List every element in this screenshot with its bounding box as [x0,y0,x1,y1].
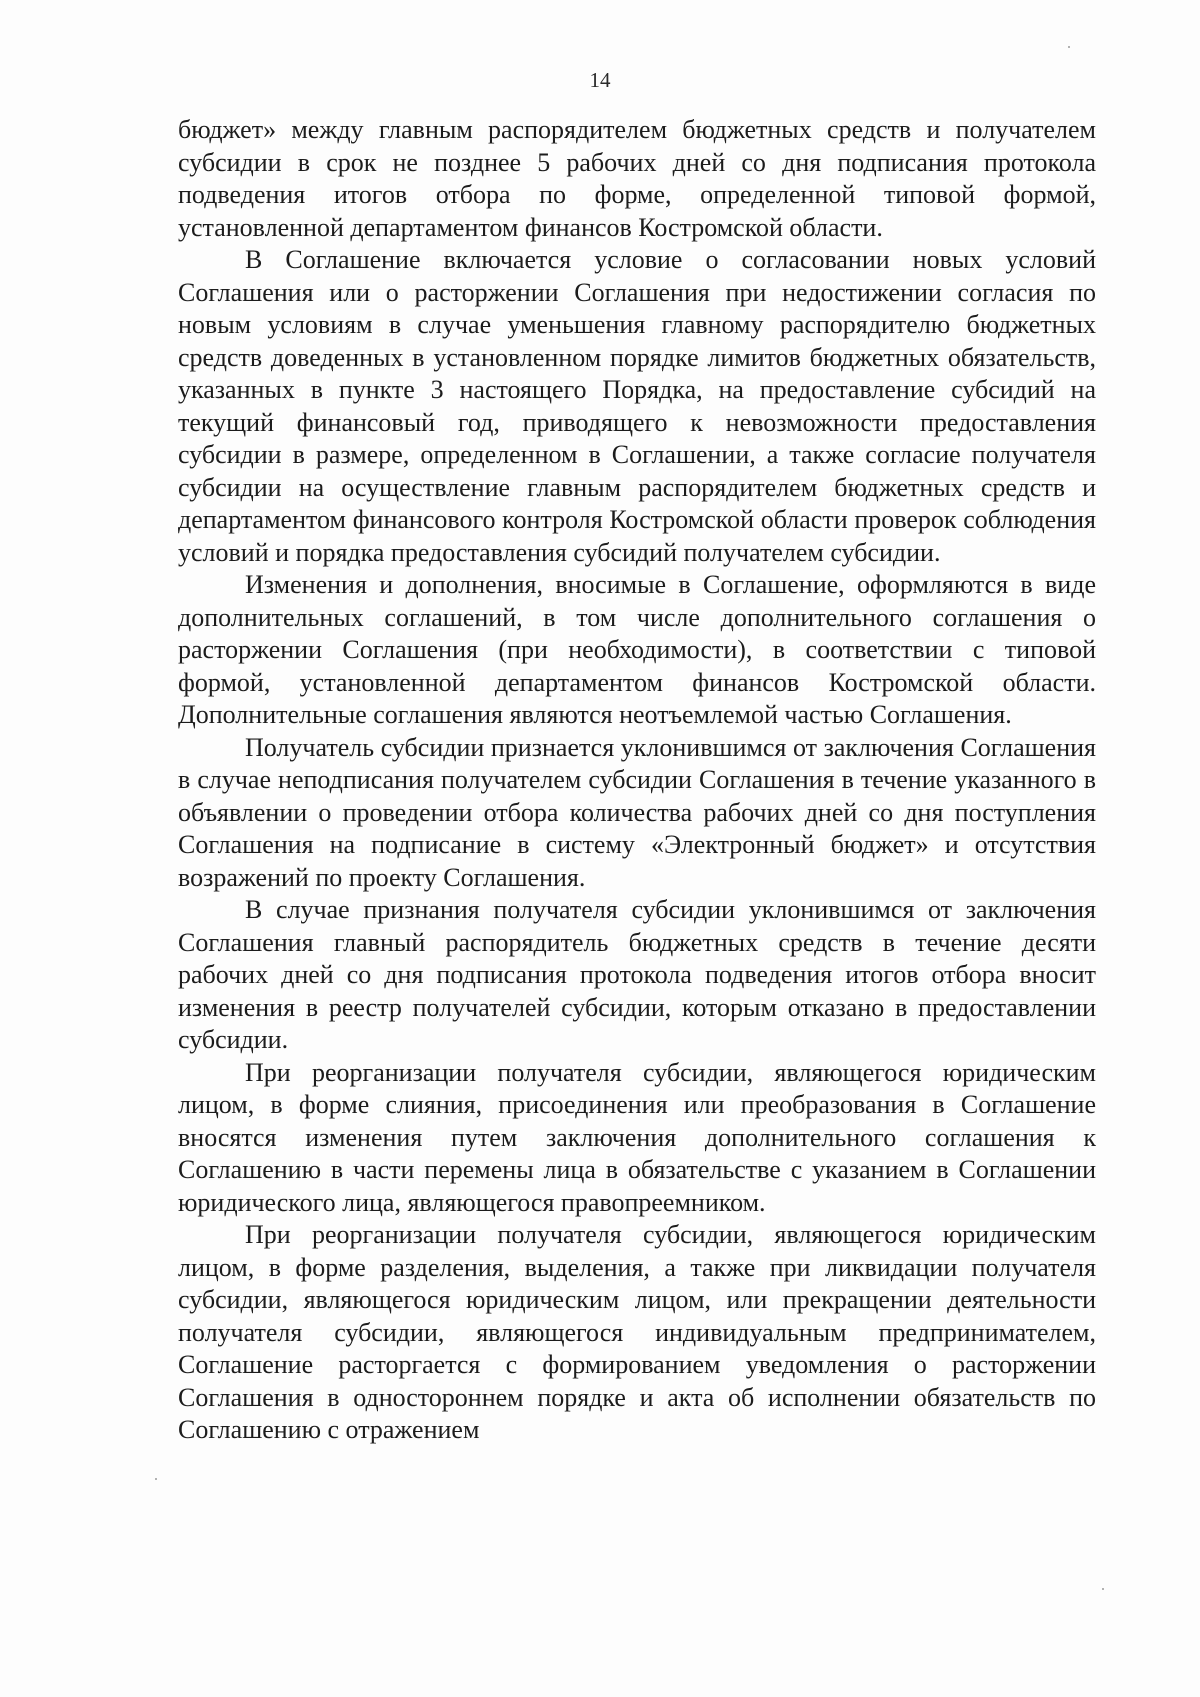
paragraph: Изменения и дополнения, вносимые в Соглашение, оформляются в виде дополнительных соглашений, в том числе дополнительного соглашения о расторжении Соглашения (при необходимости), в соответствии с типовой формой, установленной департаментом финансов Костромской области. Дополнительные соглашения являются неотъемлемой частью Соглашения. [178,570,1096,729]
scan-speck [1068,46,1070,48]
scan-speck [1102,1588,1104,1590]
paragraph: При реорганизации получателя субсидии, являющегося юридическим лицом, в форме разделения, выделения, а также при ликвидации получателя субсидии, являющегося юридическим лицом, или прекращении деятельности получателя субсидии, являющегося индивидуальным предпринимателем, Соглашение расторгается с формированием уведомления о расторжении Соглашения в одностороннем порядке и акта об исполнении обязательств по Соглашению с отражением [178,1220,1096,1444]
document-body [178,114,1096,1447]
paragraph: Получатель субсидии признается уклонившимся от заключения Соглашения в случае неподписания получателем субсидии Соглашения в течение указанного в объявлении о проведении отбора количества рабочих дней со дня поступления Соглашения на подписание в систему «Электронный бюджет» и отсутствия возражений по проекту Соглашения. [178,732,1096,892]
page-number: 14 [589,68,611,92]
scan-speck [155,1478,157,1480]
paragraph: В случае признания получателя субсидии уклонившимся от заключения Соглашения главный распорядитель бюджетных средств в течение десяти рабочих дней со дня подписания протокола подведения итогов отбора вносит изменения в реестр получателей субсидии, которым отказано в предоставлении субсидии. [178,895,1096,1054]
paragraph: При реорганизации получателя субсидии, являющегося юридическим лицом, в форме слияния, присоединения или преобразования в Соглашение вносятся изменения путем заключения дополнительного соглашения к Соглашению в части перемены лица в обязательстве с указанием в Соглашении юридического лица, являющегося правопреемником. [178,1057,1096,1217]
paragraph: В Соглашение включается условие о согласовании новых условий Соглашения или о расторжении Соглашения при недостижении согласия по новым условиям в случае уменьшения главному распорядителю бюджетных средств доведенных в установленном порядке лимитов бюджетных обязательств, указанных в пункте 3 настоящего Порядка, на предоставление субсидий на текущий финансовый год, приводящего к невозможности предоставления субсидии в размере, определенном в Соглашении, а также согласие получателя субсидии на осуществление главным распорядителем бюджетных средств и департаментом финансового контроля Костромской области проверок соблюдения условий и порядка предоставления субсидий получателем субсидии. [178,245,1096,567]
paragraph-continuation: бюджет» между главным распорядителем бюджетных средств и получателем субсидии в срок не позднее 5 рабочих дней со дня подписания протокола подведения итогов отбора по форме, определенной типовой формой, установленной департаментом финансов Костромской области. [178,115,1096,242]
